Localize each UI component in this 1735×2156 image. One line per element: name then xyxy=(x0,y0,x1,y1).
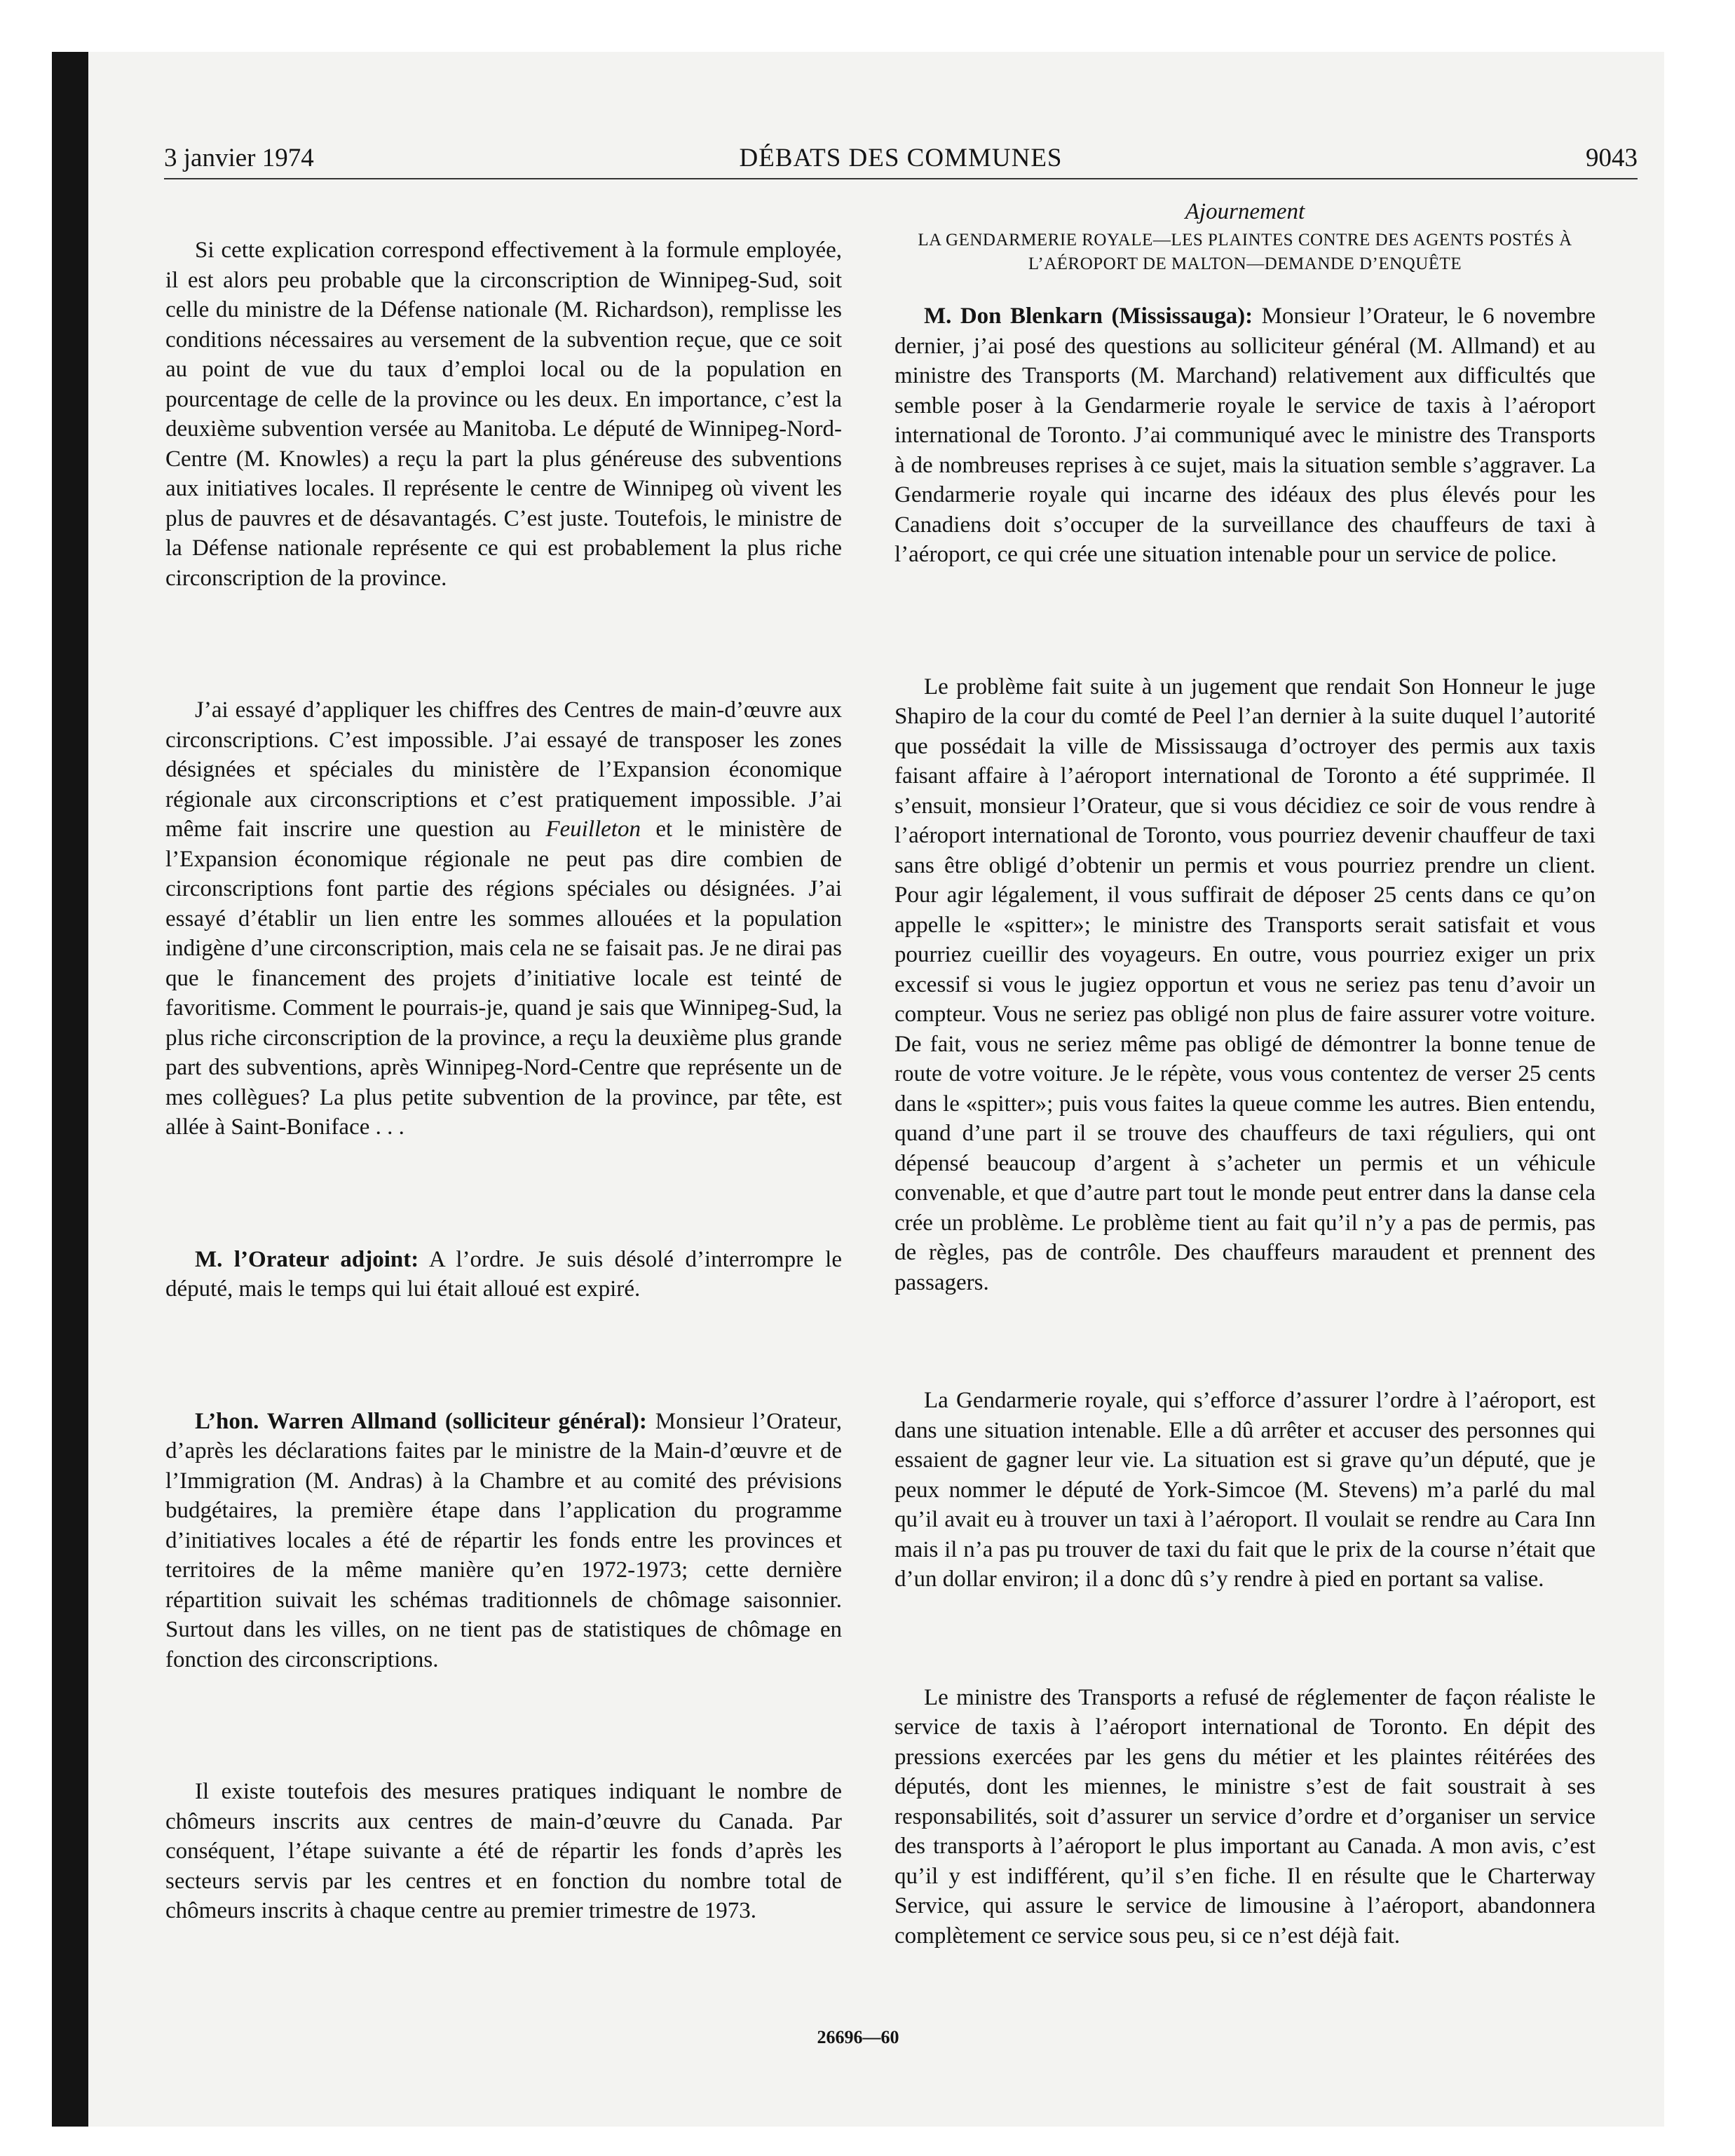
paragraph xyxy=(894,301,1595,570)
paragraph: Le problème fait suite à un jugement que rendait Son Honneur le juge Shapiro de la cour du comté de Peel l’an dernier à la suite duquel l’autorité que possédait la ville de Mississauga d’octroyer des permis aux taxis faisant affaire à l’aéroport international de Toronto a été supprimée. Il s’ensuit, monsieur l’Orateur, que si vous décidiez ce soir de vous rendre à l’aéroport international de Toronto, vous pourriez devenir chauffeur de taxi sans être obligé d’obtenir un permis et vous pourriez prendre un client. Pour agir légalement, il vous suffirait de déposer 25 cents dans ce qu’on appelle le «spitter»; le ministre des Transports serait satisfait et vous pourriez cueillir des voyageurs. En outre, vous pourriez exiger un prix excessif si vous le jugiez opportun et vous ne seriez pas tenu d’avoir un compteur. Vous ne seriez pas obligé non plus de faire assurer votre voiture. De fait, vous ne seriez même pas obligé de démontrer la bonne tenue de route de votre voiture. Je le répète, vous vous contentez de verser 25 cents dans le «spitter»; puis vous faites la queue comme les autres. Bien entendu, quand d’une part il se trouve des chauffeurs de taxi réguliers, qui ont dépensé beaucoup d’argent à s’acheter un permis et un véhicule convenable, et que d’autre part tout le monde peut entrer dans la danse cela crée un problème. Le problème tient au fait qu’il n’y a pas de permis, pas de règles, pas de contrôle. Des chauffeurs maraudent et prennent des passagers. xyxy=(894,674,1595,1295)
speech-text: Monsieur l’Orateur, le 6 novembre dernier, j’ai posé des questions au solliciteur général (M. Allmand) et au ministre des Transports (M. Marchand) relativement aux difficultés que semble poser à la Gendarmerie royale le service de taxis à l’aéroport international de Toronto. J’ai communiqué avec le ministre des Transports à de nombreuses reprises à ce sujet, mais la situation semble s’aggraver. La Gendarmerie royale qui incarne des idéaux des plus élevés pour les Canadiens doit s’occuper de la surveillance des chauffeurs de taxi à l’aéroport, ce qui crée une situation intenable pour un service de police. xyxy=(894,303,1595,567)
speech-text: A l’ordre. Je suis désolé d’interrompre le député, mais le temps qui lui était alloué est expiré. xyxy=(165,1246,842,1302)
paragraph: Il existe toutefois des mesures pratiques indiquant le nombre de chômeurs inscrits aux centres de main-d’œuvre du Canada. Par conséquent, l’étape suivante a été de répartir les fonds d’après les secteurs servis par les centres et en fonction du nombre total de chômeurs inscrits à chaque centre au premier trimestre de 1973. xyxy=(165,1779,842,1923)
speaker-name: M. l’Orateur adjoint: xyxy=(195,1246,419,1272)
header-date: 3 janvier 1974 xyxy=(164,144,314,172)
section-title: Ajournement xyxy=(1185,199,1305,224)
italic-term: Feuilleton xyxy=(545,817,641,842)
speaker-name: M. Don Blenkarn (Mississauga): xyxy=(924,303,1253,329)
speech-text: Monsieur l’Orateur, d’après les déclarations faites par le ministre de la Main-d’œuvre et de l’Immigration (M. Andras) à la Chambre et au comité des prévisions budgétaires, la première étape dans l’application du programme d’initiatives locales a été de répartir les fonds entre les provinces et territoires de la même manière qu’en 1972-1973; cette dernière répartition suivait les schémas traditionnels de chômage saisonnier. Surtout dans les villes, on ne tient pas de statistiques de chômage en fonction des circonscriptions. xyxy=(165,1408,842,1672)
page-footer-code: 26696—60 xyxy=(817,2027,899,2047)
left-column xyxy=(165,236,842,1926)
paragraph: Si cette explication correspond effectivement à la formule employée, il est alors peu probable que la circonscription de Winnipeg-Sud, soit celle du ministre de la Défense nationale (M. Richardson), remplisse les conditions nécessaires au versement de la subvention reçue, que ce soit au point de vue du taux d’emploi local ou de la population en pourcentage de celle de la province ou les deux. En importance, c’est la deuxième subvention versée au Manitoba. Le député de Winnipeg-Nord-Centre (M. Knowles) a reçu la part la plus généreuse des subventions aux initiatives locales. Il représente le centre de Winnipeg où vivent les plus de pauvres et de désavantagés. C’est juste. Toutefois, le ministre de la Défense nationale représente ce qui est probablement la plus riche circonscription de la province. xyxy=(165,238,842,591)
paragraph-text: et le ministère de l’Expansion économique régionale ne peut pas dire combien de circonscriptions font partie des régions spéciales ou désignées. J’ai essayé d’établir un lien entre les sommes allouées et la population indigène d’une circonscription, mais cela ne se faisait pas. Je ne dirai pas que le financement des projets d’initiative locale est teinté de favoritisme. Comment le pourrais-je, quand je sais que Winnipeg-Sud, la plus riche circonscription de la province, a reçu la deuxième plus grande part des subventions, après Winnipeg-Nord-Centre que représente un de mes collègues? La plus petite subvention de la province, par tête, est allée à Saint-Boniface . . . xyxy=(165,817,842,1140)
paragraph: Le ministre des Transports a refusé de réglementer de façon réaliste le service de taxis à l’aéroport international de Toronto. En dépit des pressions exercées par les gens du métier et les plaintes réitérées des députés, dont les miennes, le ministre s’est de fait soustrait à ses responsabilités, soit d’assurer un service d’ordre et d’organiser un service des transports à l’aéroport le plus important au Canada. A mon avis, c’est qu’il y est indifférent, qu’il s’en fiche. Il en résulte que le Charterway Service, qui assure le service de limousine à l’aéroport, abandonnera complètement ce service sous peu, si ce n’est déjà fait. xyxy=(894,1684,1595,1949)
speaker-name: L’hon. Warren Allmand (solliciteur général): xyxy=(195,1408,647,1434)
scanned-page xyxy=(52,52,1664,2127)
scan-edge-bar xyxy=(52,52,88,2127)
header-page-number: 9043 xyxy=(1586,144,1638,172)
right-column xyxy=(894,198,1595,1951)
paragraph: La Gendarmerie royale, qui s’efforce d’assurer l’ordre à l’aéroport, est dans une situation intenable. Elle a dû arrêter et accuser des personnes qui essaient de gagner leur vie. La situation est si grave qu’un député, que je peux nommer le député de York-Simcoe (M. Stevens) m’a parlé du mal qu’il avait eu à trouver un taxi à l’aéroport. Il voulait se rendre au Cara Inn mais il n’a pas pu trouver de taxi du fait que le prix de la course n’était que d’un dollar environ; il a donc dû s’y rendre à pied en portant sa valise. xyxy=(894,1388,1595,1592)
paragraph xyxy=(165,1407,842,1675)
paragraph-text: J’ai essayé d’appliquer les chiffres des Centres de main-d’œuvre aux circonscriptions. C’est impossible. J’ai essayé de transposer les zones désignées et spéciales du ministère de l’Expansion économique régionale aux circonscriptions et c’est pratiquement impossible. J’ai même fait inscrire une question au xyxy=(165,697,842,842)
paragraph xyxy=(165,695,842,1142)
debate-headline: LA GENDARMERIE ROYALE—LES PLAINTES CONTRE DES AGENTS POSTÉS À L’AÉROPORT DE MALTON—DEMANDE D’ENQUÊTE xyxy=(918,231,1572,273)
paragraph xyxy=(165,1245,842,1304)
page-header xyxy=(164,143,1638,179)
header-title: DÉBATS DES COMMUNES xyxy=(739,144,1063,172)
